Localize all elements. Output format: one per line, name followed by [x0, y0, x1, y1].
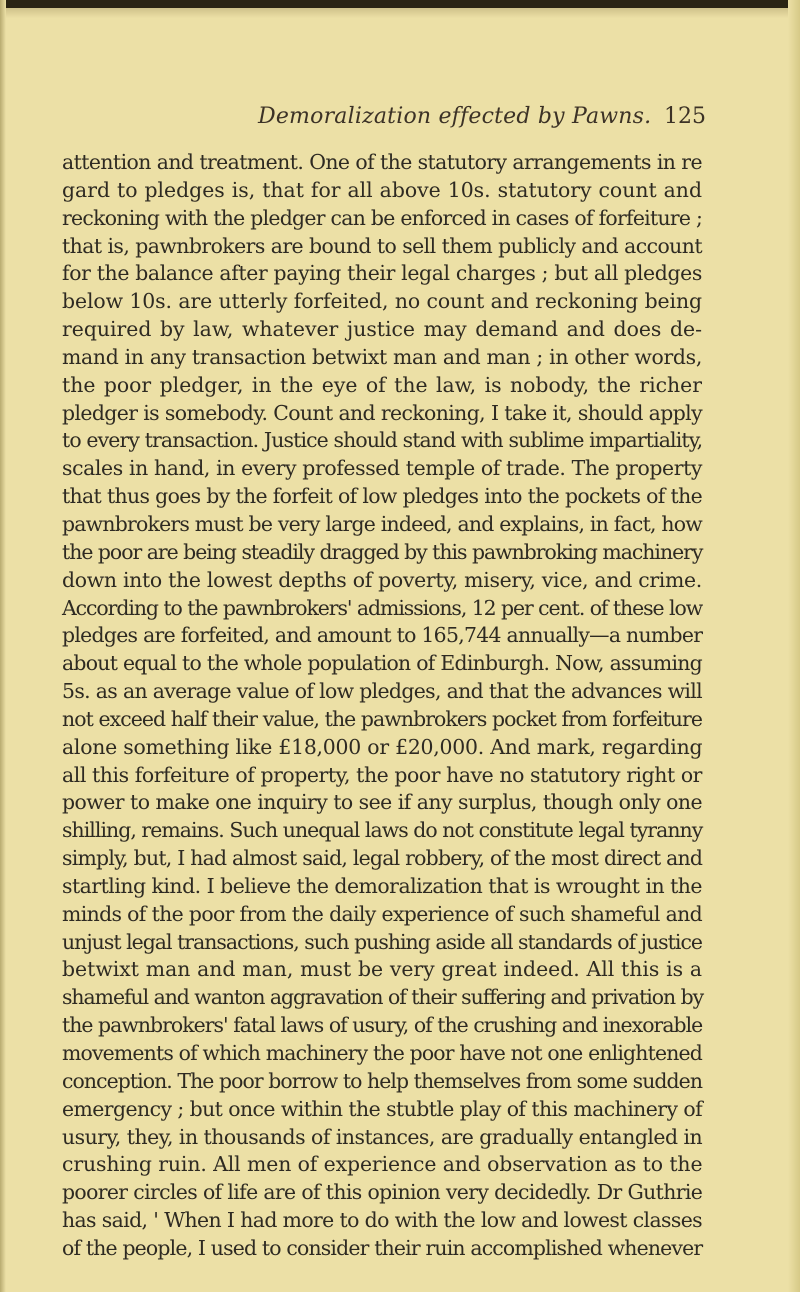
page-header: [62, 104, 706, 136]
text-line: reckoning with the pledger can be enforced in cases of forfeiture ;: [62, 205, 703, 230]
text-line: shilling, remains. Such unequal laws do not constitute legal tyranny: [62, 818, 703, 843]
text-line: mand in any transaction betwixt man and man ; in other words,: [62, 344, 702, 369]
text-line: pledger is somebody. Count and reckoning, I take it, should apply: [62, 400, 702, 425]
text-line: that thus goes by the forfeit of low pledges into the pockets of the: [62, 484, 702, 509]
text-line: has said, ' When I had more to do with the low and lowest classes: [62, 1208, 702, 1233]
text-line: unjust legal transactions, such pushing aside all standards of justice: [62, 929, 702, 954]
text-line: power to make one inquiry to see if any surplus, though only one: [62, 790, 702, 815]
text-line: emergency ; but once within the stubtle play of this machinery of: [62, 1096, 703, 1121]
scan-top-border: [0, 0, 800, 8]
text-line: required by law, whatever justice may demand and does de-: [62, 317, 702, 342]
text-line: the poor pledger, in the eye of the law, is nobody, the richer: [62, 372, 702, 397]
text-line: startling kind. I believe the demoralization that is wrought in the: [62, 873, 703, 898]
text-line: simply, but, I had almost said, legal robbery, of the most direct and: [62, 846, 703, 871]
text-line: attention and treatment. One of the statutory arrangements in re: [62, 150, 702, 174]
text-line: down into the lowest depths of poverty, misery, vice, and crime.: [62, 567, 702, 592]
text-line: 5s. as an average value of low pledges, and that the advances will: [62, 679, 703, 704]
text-line: According to the pawnbrokers' admissions, 12 per cent. of these low: [62, 595, 703, 620]
text-line: shameful and wanton aggravation of their suffering and privation by: [62, 985, 704, 1010]
text-line: poorer circles of life are of this opinion very decidedly. Dr Guthrie: [62, 1180, 703, 1205]
text-line: the poor are being steadily dragged by this pawnbroking machinery: [62, 539, 703, 564]
page-right-edge: [788, 0, 800, 1292]
text-line: that is, pawnbrokers are bound to sell them publicly and account: [62, 233, 702, 258]
page-top-shadow: [0, 8, 800, 18]
text-line: crushing ruin. All men of experience and observation as to the: [62, 1152, 703, 1177]
text-line: not exceed half their value, the pawnbrokers pocket from forfeiture: [62, 706, 703, 731]
body-text: [62, 149, 702, 1263]
text-line: to every transaction. Justice should stand with sublime impartiality,: [62, 428, 703, 453]
text-line: movements of which machinery the poor have not one enlightened: [62, 1041, 702, 1065]
running-title: Demoralization effected by Pawns.: [258, 104, 652, 129]
page-number: 125: [664, 104, 706, 129]
text-line: minds of the poor from the daily experience of such shameful and: [62, 901, 702, 926]
text-line: the pawnbrokers' fatal laws of usury, of the crushing and inexorable: [62, 1013, 703, 1038]
text-line: betwixt man and man, must be very great indeed. All this is a: [62, 957, 702, 982]
text-line: usury, they, in thousands of instances, are gradually entangled in: [62, 1124, 703, 1149]
text-line: gard to pledges is, that for all above 10s. statutory count and: [62, 177, 702, 202]
text-line: pawnbrokers must be very large indeed, and explains, in fact, how: [62, 511, 702, 536]
text-line: all this forfeiture of property, the poor have no statutory right or: [62, 762, 702, 787]
text-line: about equal to the whole population of Edinburgh. Now, assuming: [62, 651, 702, 676]
text-line: below 10s. are utterly forfeited, no count and reckoning being: [62, 289, 702, 314]
text-line: scales in hand, in every professed temple of trade. The property: [62, 456, 703, 481]
text-line: of the people, I used to consider their ruin accomplished whenever: [62, 1235, 703, 1260]
text-line: conception. The poor borrow to help themselves from some sudden: [62, 1068, 703, 1093]
text-line: for the balance after paying their legal charges ; but all pledges: [62, 261, 702, 286]
page-left-edge: [0, 0, 6, 1292]
text-line: pledges are forfeited, and amount to 165,744 annually—a number: [62, 623, 703, 648]
text-line: alone something like £18,000 or £20,000. And mark, regarding: [62, 734, 703, 759]
